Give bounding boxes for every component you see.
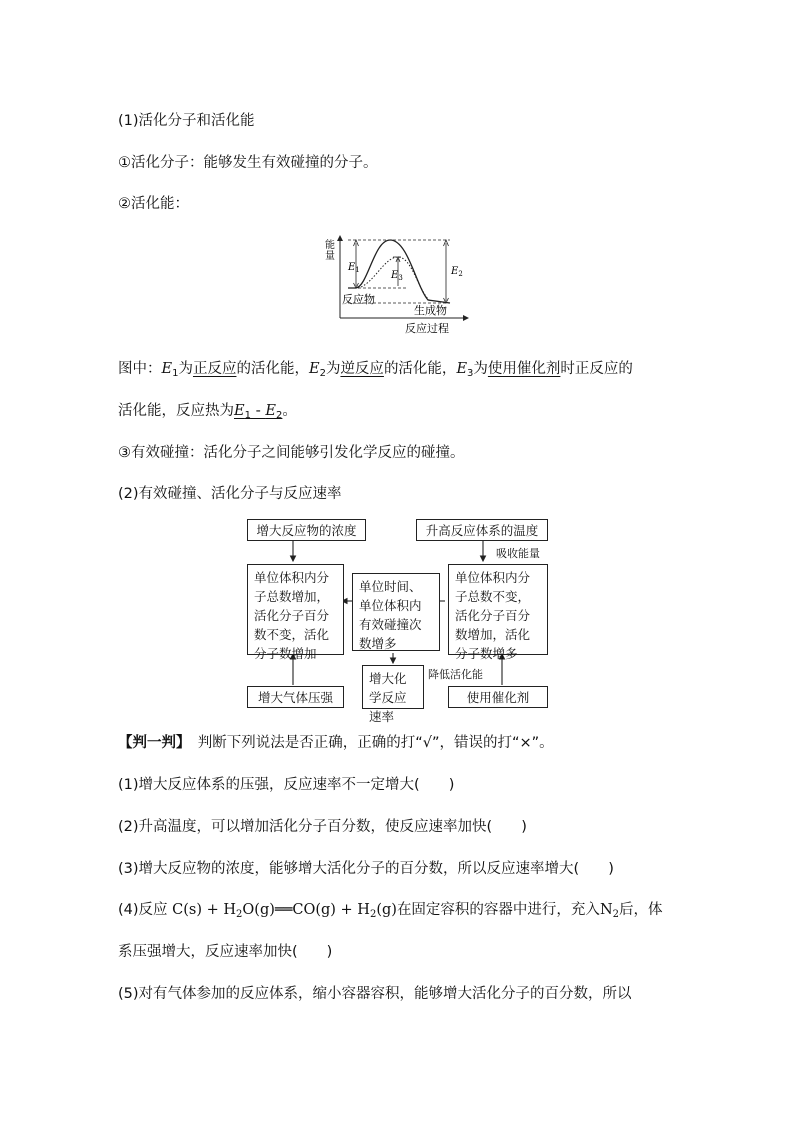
section-2-heading: (2)有效碰撞、活化分子与反应速率 (118, 486, 342, 502)
activation-energy-label: ②活化能： (118, 196, 189, 212)
flow-increase-concentration: 增大反应物的浓度 (247, 519, 366, 541)
reactant-label: 反应物 (342, 293, 375, 306)
flow-middle-effect: 单位时间、单位体积内有效碰撞次数增多 (352, 573, 440, 651)
product-label: 生成物 (414, 304, 447, 317)
e1-label: $E_1$ (348, 262, 360, 274)
effective-collision-definition: ③有效碰撞：活化分子之间能够引发化学反应的碰撞。 (118, 445, 465, 461)
answer-reverse-reaction: 逆反应 (340, 361, 384, 377)
e3-label: $E_3$ (391, 270, 403, 282)
energy-profile-diagram (318, 228, 478, 338)
answer-reaction-heat: $E_1 - E_2$ (234, 403, 283, 421)
flow-increase-pressure: 增大气体压强 (247, 686, 344, 708)
answer-use-catalyst: 使用催化剂 (487, 361, 561, 377)
flow-increase-rate: 增大化学反应速率 (362, 665, 424, 709)
answer-forward-reaction: 正反应 (192, 361, 237, 377)
question-4-continued: 系压强增大，反应速率加快( ) (118, 944, 333, 960)
judge-instruction: 【判一判】 判断下列说法是否正确，正确的打“√”，错误的打“×”。 (118, 735, 554, 751)
x-axis-label: 反应过程 (405, 322, 449, 335)
question-5: (5)对有气体参加的反应体系，缩小容器容积，能够增大活化分子的百分数，所以 (118, 986, 632, 1002)
judge-tag: 【判一判】 (118, 735, 184, 751)
section-1-heading: (1)活化分子和活化能 (118, 113, 255, 129)
flow-lower-activation-energy-label: 降低活化能 (428, 668, 483, 681)
flow-right-effect: 单位体积内分子总数不变，活化分子百分数增加，活化分子数增多 (448, 564, 548, 655)
question-3: (3)增大反应物的浓度，能够增大活化分子的百分数，所以反应速率增大( ) (118, 861, 614, 877)
question-4: (4)反应 $C(s) + H_2O(g)══CO(g) + H_2(g)$在固定容积的容器中进行，充入$N_2$后，体 (118, 902, 663, 920)
flow-raise-temperature: 升高反应体系的温度 (416, 519, 548, 541)
y-axis-label: 能量 (325, 240, 335, 262)
flow-absorb-energy-label: 吸收能量 (496, 547, 540, 560)
e2-label: $E_2$ (451, 266, 463, 278)
question-2: (2)升高温度，可以增加活化分子百分数，使反应速率加快( ) (118, 819, 527, 835)
reaction-heat-line: 活化能，反应热为$E_1 - E_2$。 (118, 403, 297, 421)
question-1: (1)增大反应体系的压强，反应速率不一定增大( ) (118, 777, 455, 793)
diagram-explanation: 图中：$E_1$为正反应的活化能，$E_2$为逆反应的活化能，$E_3$为使用催化剂时正反应的 (118, 361, 633, 379)
activated-molecule-definition: ①活化分子：能够发生有效碰撞的分子。 (118, 155, 378, 171)
flow-use-catalyst: 使用催化剂 (448, 686, 548, 708)
flow-left-effect: 单位体积内分子总数增加，活化分子百分数不变，活化分子数增加 (247, 564, 344, 655)
